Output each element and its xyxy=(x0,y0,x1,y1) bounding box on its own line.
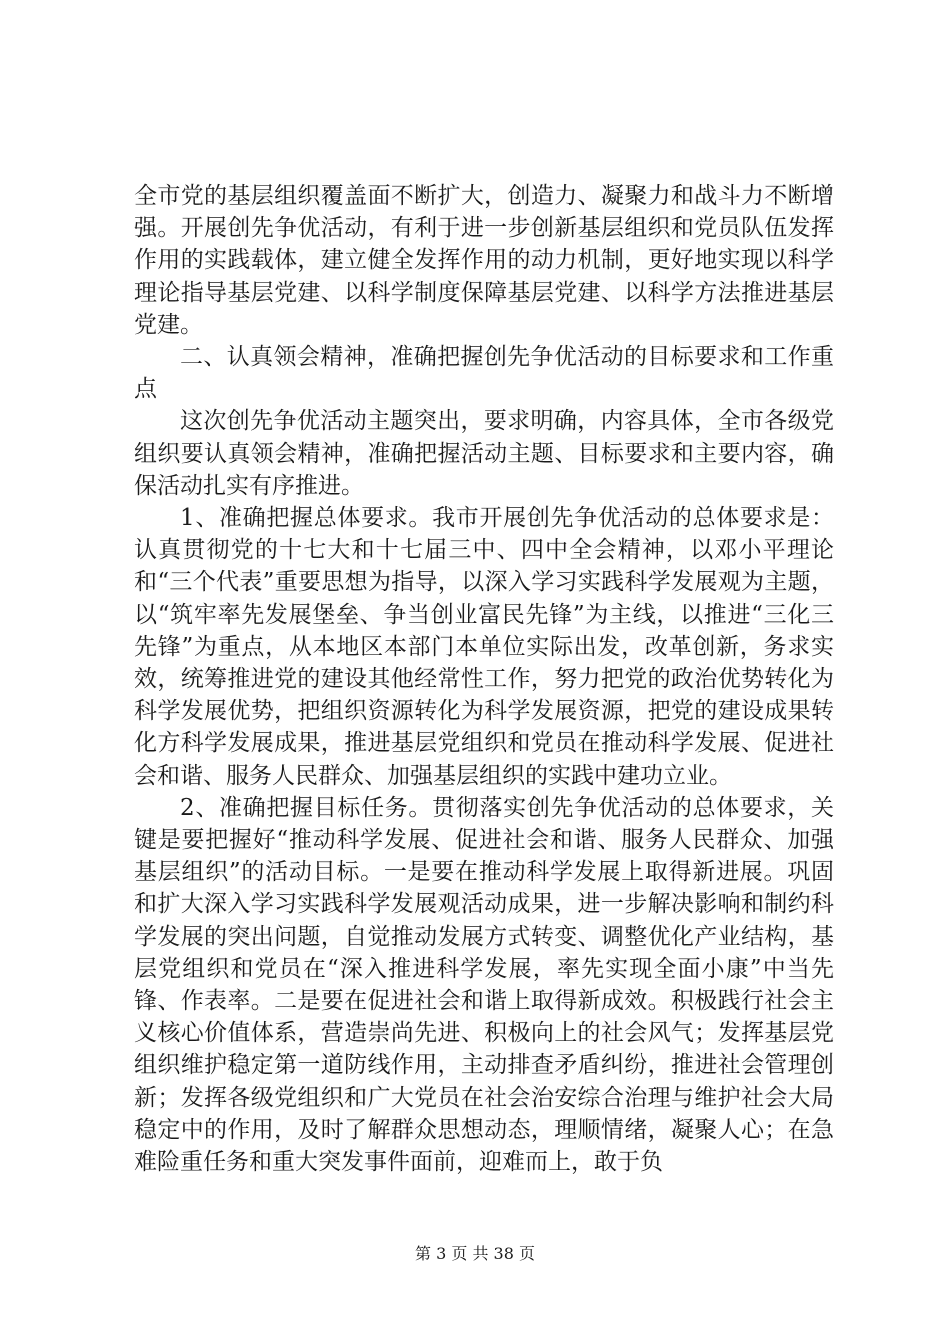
paragraph-overall-requirements: 1、准确把握总体要求。我市开展创先争优活动的总体要求是：认真贯彻党的十七大和十七届三中、四中全会精神，以邓小平理论和“三个代表”重要思想为指导，以深入学习实践科学发展观为主题，以“筑牢率先发展堡垒、争当创业富民先锋”为主线，以推进“三化三先锋”为重点，从本地区本部门本单位实际出发，改革创新，务求实效，统筹推进党的建设其他经常性工作，努力把党的政治优势转化为科学发展优势，把组织资源转化为科学发展资源，把党的建设成果转化方科学发展成果，推进基层党组织和党员在推动科学发展、促进社会和谐、服务人民群众、加强基层组织的实践中建功立业。 xyxy=(134,505,834,789)
paragraph-continuation: 全市党的基层组织覆盖面不断扩大，创造力、凝聚力和战斗力不断增强。开展创先争优活动，有利于进一步创新基层组织和党员队伍发挥作用的实践载体，建立健全发挥作用的动力机制，更好地实现以科学理论指导基层党建、以科学制度保障基层党建、以科学方法推进基层党建。 xyxy=(134,183,834,338)
body-text xyxy=(134,180,834,1178)
page-number-footer: 第 3 页 共 38 页 xyxy=(415,1244,535,1263)
section-heading: 二、认真领会精神，准确把握创先争优活动的目标要求和工作重点 xyxy=(134,344,834,403)
paragraph-goal-tasks: 2、准确把握目标任务。贯彻落实创先争优活动的总体要求，关键是要把握好“推动科学发展、促进社会和谐、服务人民群众、加强基层组织”的活动目标。一是要在推动科学发展上取得新进展。巩固和扩大深入学习实践科学发展观活动成果，进一步解决影响和制约科学发展的突出问题，自觉推动发展方式转变、调整优化产业结构，基层党组织和党员在“深入推进科学发展，率先实现全面小康”中当先锋、作表率。二是要在促进社会和谐上取得新成效。积极践行社会主义核心价值体系，营造崇尚先进、积极向上的社会风气；发挥基层党组织维护稳定第一道防线作用，主动排查矛盾纠纷，推进社会管理创新；发挥各级党组织和广大党员在社会治安综合治理与维护社会大局稳定中的作用，及时了解群众思想动态，理顺情绪，凝聚人心；在急难险重任务和重大突发事件面前，迎难而上，敢于负 xyxy=(134,794,834,1176)
paragraph-intro: 这次创先争优活动主题突出，要求明确，内容具体，全市各级党组织要认真领会精神，准确把握活动主题、目标要求和主要内容，确保活动扎实有序推进。 xyxy=(134,408,834,499)
